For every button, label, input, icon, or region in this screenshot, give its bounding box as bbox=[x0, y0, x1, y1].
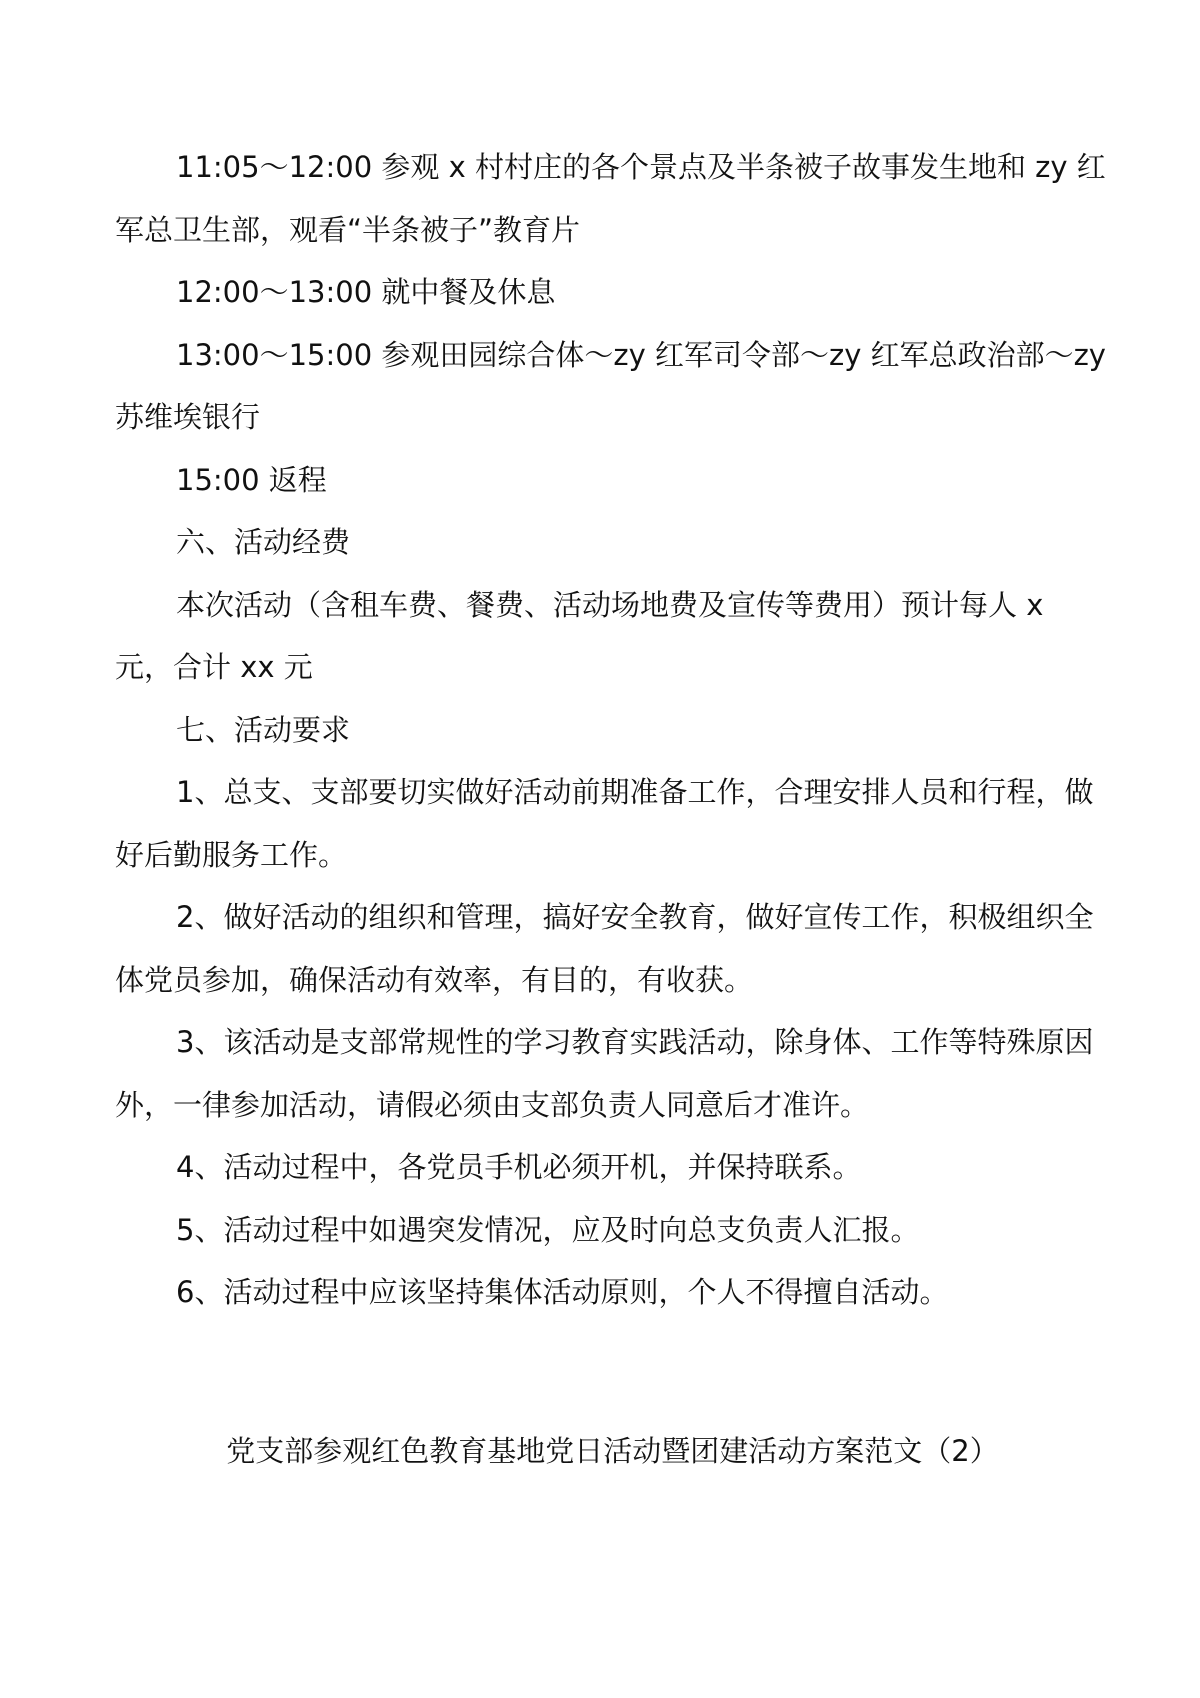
paragraph-schedule-1300: 13:00～15:00 参观田园综合体～zy 红军司令部～zy 红军总政治部～zy 苏维埃银行 bbox=[115, 337, 1106, 434]
requirement-item: 3、该活动是支部常规性的学习教育实践活动，除身体、工作等特殊原因外，一律参加活动，请假必须由支部负责人同意后才准许。 bbox=[115, 1025, 1094, 1122]
requirement-item: 2、做好活动的组织和管理，搞好安全教育，做好宣传工作，积极组织全体党员参加，确保活动有效率，有目的，有收获。 bbox=[115, 900, 1094, 997]
requirement-item: 1、总支、支部要切实做好活动前期准备工作，合理安排人员和行程，做好后勤服务工作。 bbox=[115, 775, 1094, 872]
paragraph-schedule-1200: 12:00～13:00 就中餐及休息 bbox=[176, 275, 556, 309]
document-body bbox=[115, 136, 1110, 1324]
paragraph-budget: 本次活动（含租车费、餐费、活动场地费及宣传等费用）预计每人 x 元，合计 xx 元 bbox=[115, 587, 1044, 684]
paragraph-schedule-1500: 15:00 返程 bbox=[176, 462, 327, 497]
section-heading-budget: 六、活动经费 bbox=[176, 525, 351, 559]
requirement-item: 5、活动过程中如遇突发情况，应及时向总支负责人汇报。 bbox=[176, 1212, 920, 1247]
requirement-item: 6、活动过程中应该坚持集体活动原则，个人不得擅自活动。 bbox=[176, 1275, 949, 1309]
document-section-title: 党支部参观红色教育基地党日活动暨团建活动方案范文（2） bbox=[226, 1434, 999, 1468]
requirement-item: 4、活动过程中，各党员手机必须开机，并保持联系。 bbox=[176, 1150, 862, 1184]
section-heading-requirements: 七、活动要求 bbox=[176, 712, 351, 747]
paragraph-schedule-1105: 11:05～12:00 参观 x 村村庄的各个景点及半条被子故事发生地和 zy 红军总卫生部，观看“半条被子”教育片 bbox=[115, 150, 1106, 247]
